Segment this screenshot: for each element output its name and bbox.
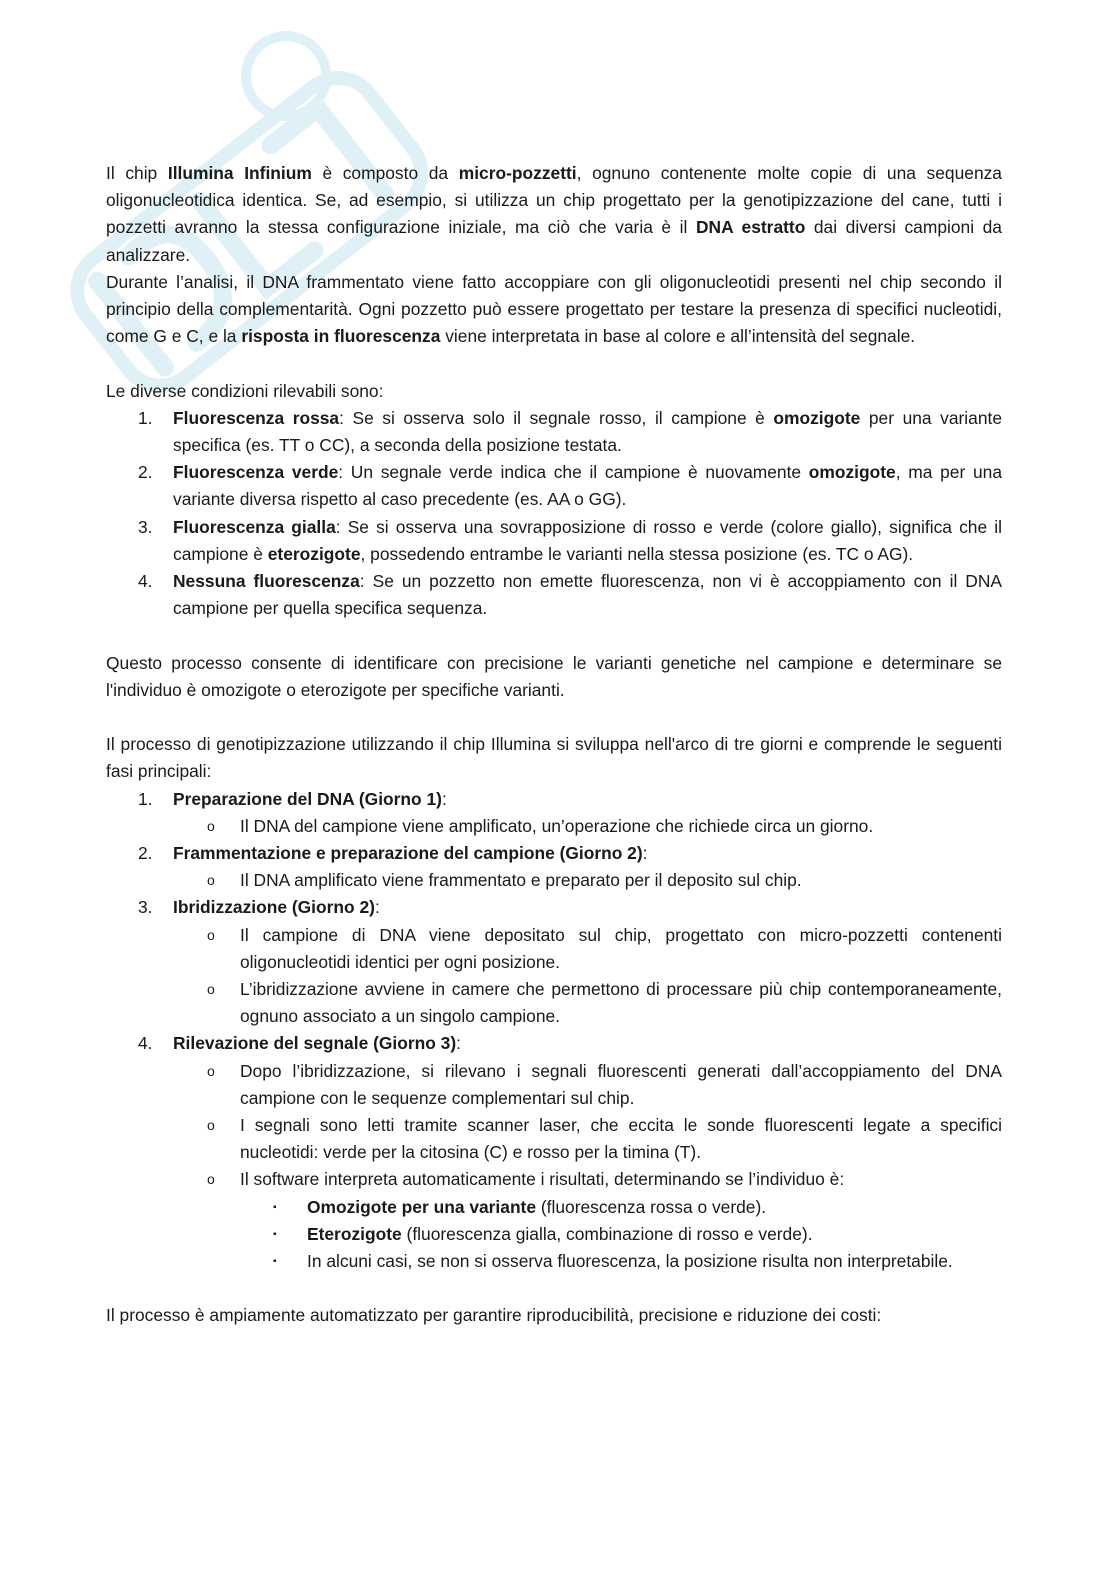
list-item: 3. Fluorescenza gialla: Se si osserva una sovrapposizione di rosso e verde (colore giallo), significa che il campione è eterozigote, possedendo entrambe le varianti nella stessa posizione (es. TC o AG). [138, 516, 1002, 564]
result-item: ▪ Eterozigote (fluorescenza gialla, combinazione di rosso e verde). [273, 1223, 813, 1244]
sub-item: o Il software interpreta automaticamente i risultati, determinando se l’individuo è: ▪ Omozigote per una variante (fluorescenza rossa o verde). ▪ Eterozigote (fluorescenza gialla, combinazione di rosso e verde). ▪ In alcuni casi, se non si osserva fluorescenza, la posizione risulta non interpretabile. [173, 1166, 1002, 1275]
process-step: 4. Rilevazione del segnale (Giorno 3): o Dopo l’ibridizzazione, si rilevano i segnali fluorescenti generati dall’accoppiamento del DNA campione con le sequenze complementari sul chip. o I segnali sono letti tramite scanner laser, che eccita le sonde fluorescenti legate a specifici nucleotidi: verde per la citosina (C) e rosso per la timina (T). o Il software interpreta automaticamente i risultati, determinando se l’individuo è: ▪ Omozigote per una variante (fluorescenza rossa o verde). ▪ Eterozigote (fluorescenza gialla, combinazione di rosso e verde). ▪ In alcuni casi, se non si osserva fluorescenza, la posizione risulta non interpretabile. [106, 1030, 1002, 1275]
sub-item: o Il DNA del campione viene amplificato, un’operazione che richiede circa un giorno. [207, 815, 874, 836]
sub-item: o Il DNA amplificato viene frammentato e preparato per il deposito sul chip. [207, 870, 802, 891]
process-step: 2. Frammentazione e preparazione del campione (Giorno 2): o Il DNA amplificato viene frammentato e preparato per il deposito sul chip. [106, 840, 1002, 894]
analysis-paragraph: Durante l’analisi, il DNA frammentato viene fatto accoppiare con gli oligonucleotidi presenti nel chip secondo il principio della complementarità. Ogni pozzetto può essere progettato per testare la presenza di specifici nucleotidi, come G e C, e la risposta in fluorescenza viene interpretata in base al colore e all’intensità del segnale. [106, 271, 1002, 347]
sub-item: o L’ibridizzazione avviene in camere che permettono di processare più chip contemporaneamente, ognuno associato a un singolo campione. [207, 979, 1002, 1027]
sub-item: o Il campione di DNA viene depositato sul chip, progettato con micro-pozzetti contenenti oligonucleotidi identici per ogni posizione. [207, 924, 1002, 972]
intro-paragraph: Il chip Illumina Infinium è composto da micro-pozzetti, ognuno contenente molte copie di una sequenza oligonucleotidica identica. Se, ad esempio, si utilizza un chip progettato per la genotipizzazione del cane, tutti i pozzetti avranno la stessa configurazione iniziale, ma ciò che varia è il DNA estratto dai diversi campioni da analizzare. [106, 163, 1002, 265]
conditions-list [106, 405, 1002, 623]
list-item: 4. Nessuna fluorescenza: Se un pozzetto non emette fluorescenza, non vi è accoppiamento con il DNA campione per quella specifica sequenza. [138, 571, 1003, 619]
process-intro: Il processo di genotipizzazione utilizzando il chip Illumina si sviluppa nell'arco di tre giorni e comprende le seguenti fasi principali: [106, 734, 1002, 782]
conditions-heading: Le diverse condizioni rilevabili sono: [106, 380, 384, 401]
list-item: 1. Fluorescenza rossa: Se si osserva solo il segnale rosso, il campione è omozigote per una variante specifica (es. TT o CC), a seconda della posizione testata. [138, 407, 1003, 456]
list-item: 2. Fluorescenza verde: Un segnale verde indica che il campione è nuovamente omozigote, ma per una variante diversa rispetto al caso precedente (es. AA o GG). [138, 462, 1002, 510]
document-body [106, 160, 1002, 1330]
process-step: 3. Ibridizzazione (Giorno 2): o Il campione di DNA viene depositato sul chip, progettato con micro-pozzetti contenenti oligonucleotidi identici per ogni posizione. o L’ibridizzazione avviene in camere che permettono di processare più chip contemporaneamente, ognuno associato a un singolo campione. [106, 894, 1002, 1030]
process-steps [106, 786, 1002, 1276]
result-item: ▪ Omozigote per una variante (fluorescenza rossa o verde). [273, 1196, 767, 1217]
closing-paragraph: Il processo è ampiamente automatizzato per garantire riproducibilità, precisione e riduzione dei costi: [106, 1305, 882, 1326]
sub-item: o Dopo l’ibridizzazione, si rilevano i segnali fluorescenti generati dall’accoppiamento del DNA campione con le sequenze complementari sul chip. [207, 1060, 1002, 1108]
result-item: ▪ In alcuni casi, se non si osserva fluorescenza, la posizione risulta non interpretabile. [273, 1251, 953, 1272]
summary-paragraph: Questo processo consente di identificare con precisione le varianti genetiche nel campione e determinare se l'individuo è omozigote o eterozigote per specifiche varianti. [106, 652, 1002, 700]
process-step: 1. Preparazione del DNA (Giorno 1): o Il DNA del campione viene amplificato, un’operazione che richiede circa un giorno. [106, 786, 1002, 840]
sub-item: o I segnali sono letti tramite scanner laser, che eccita le sonde fluorescenti legate a specifici nucleotidi: verde per la citosina (C) e rosso per la timina (T). [207, 1115, 1002, 1163]
